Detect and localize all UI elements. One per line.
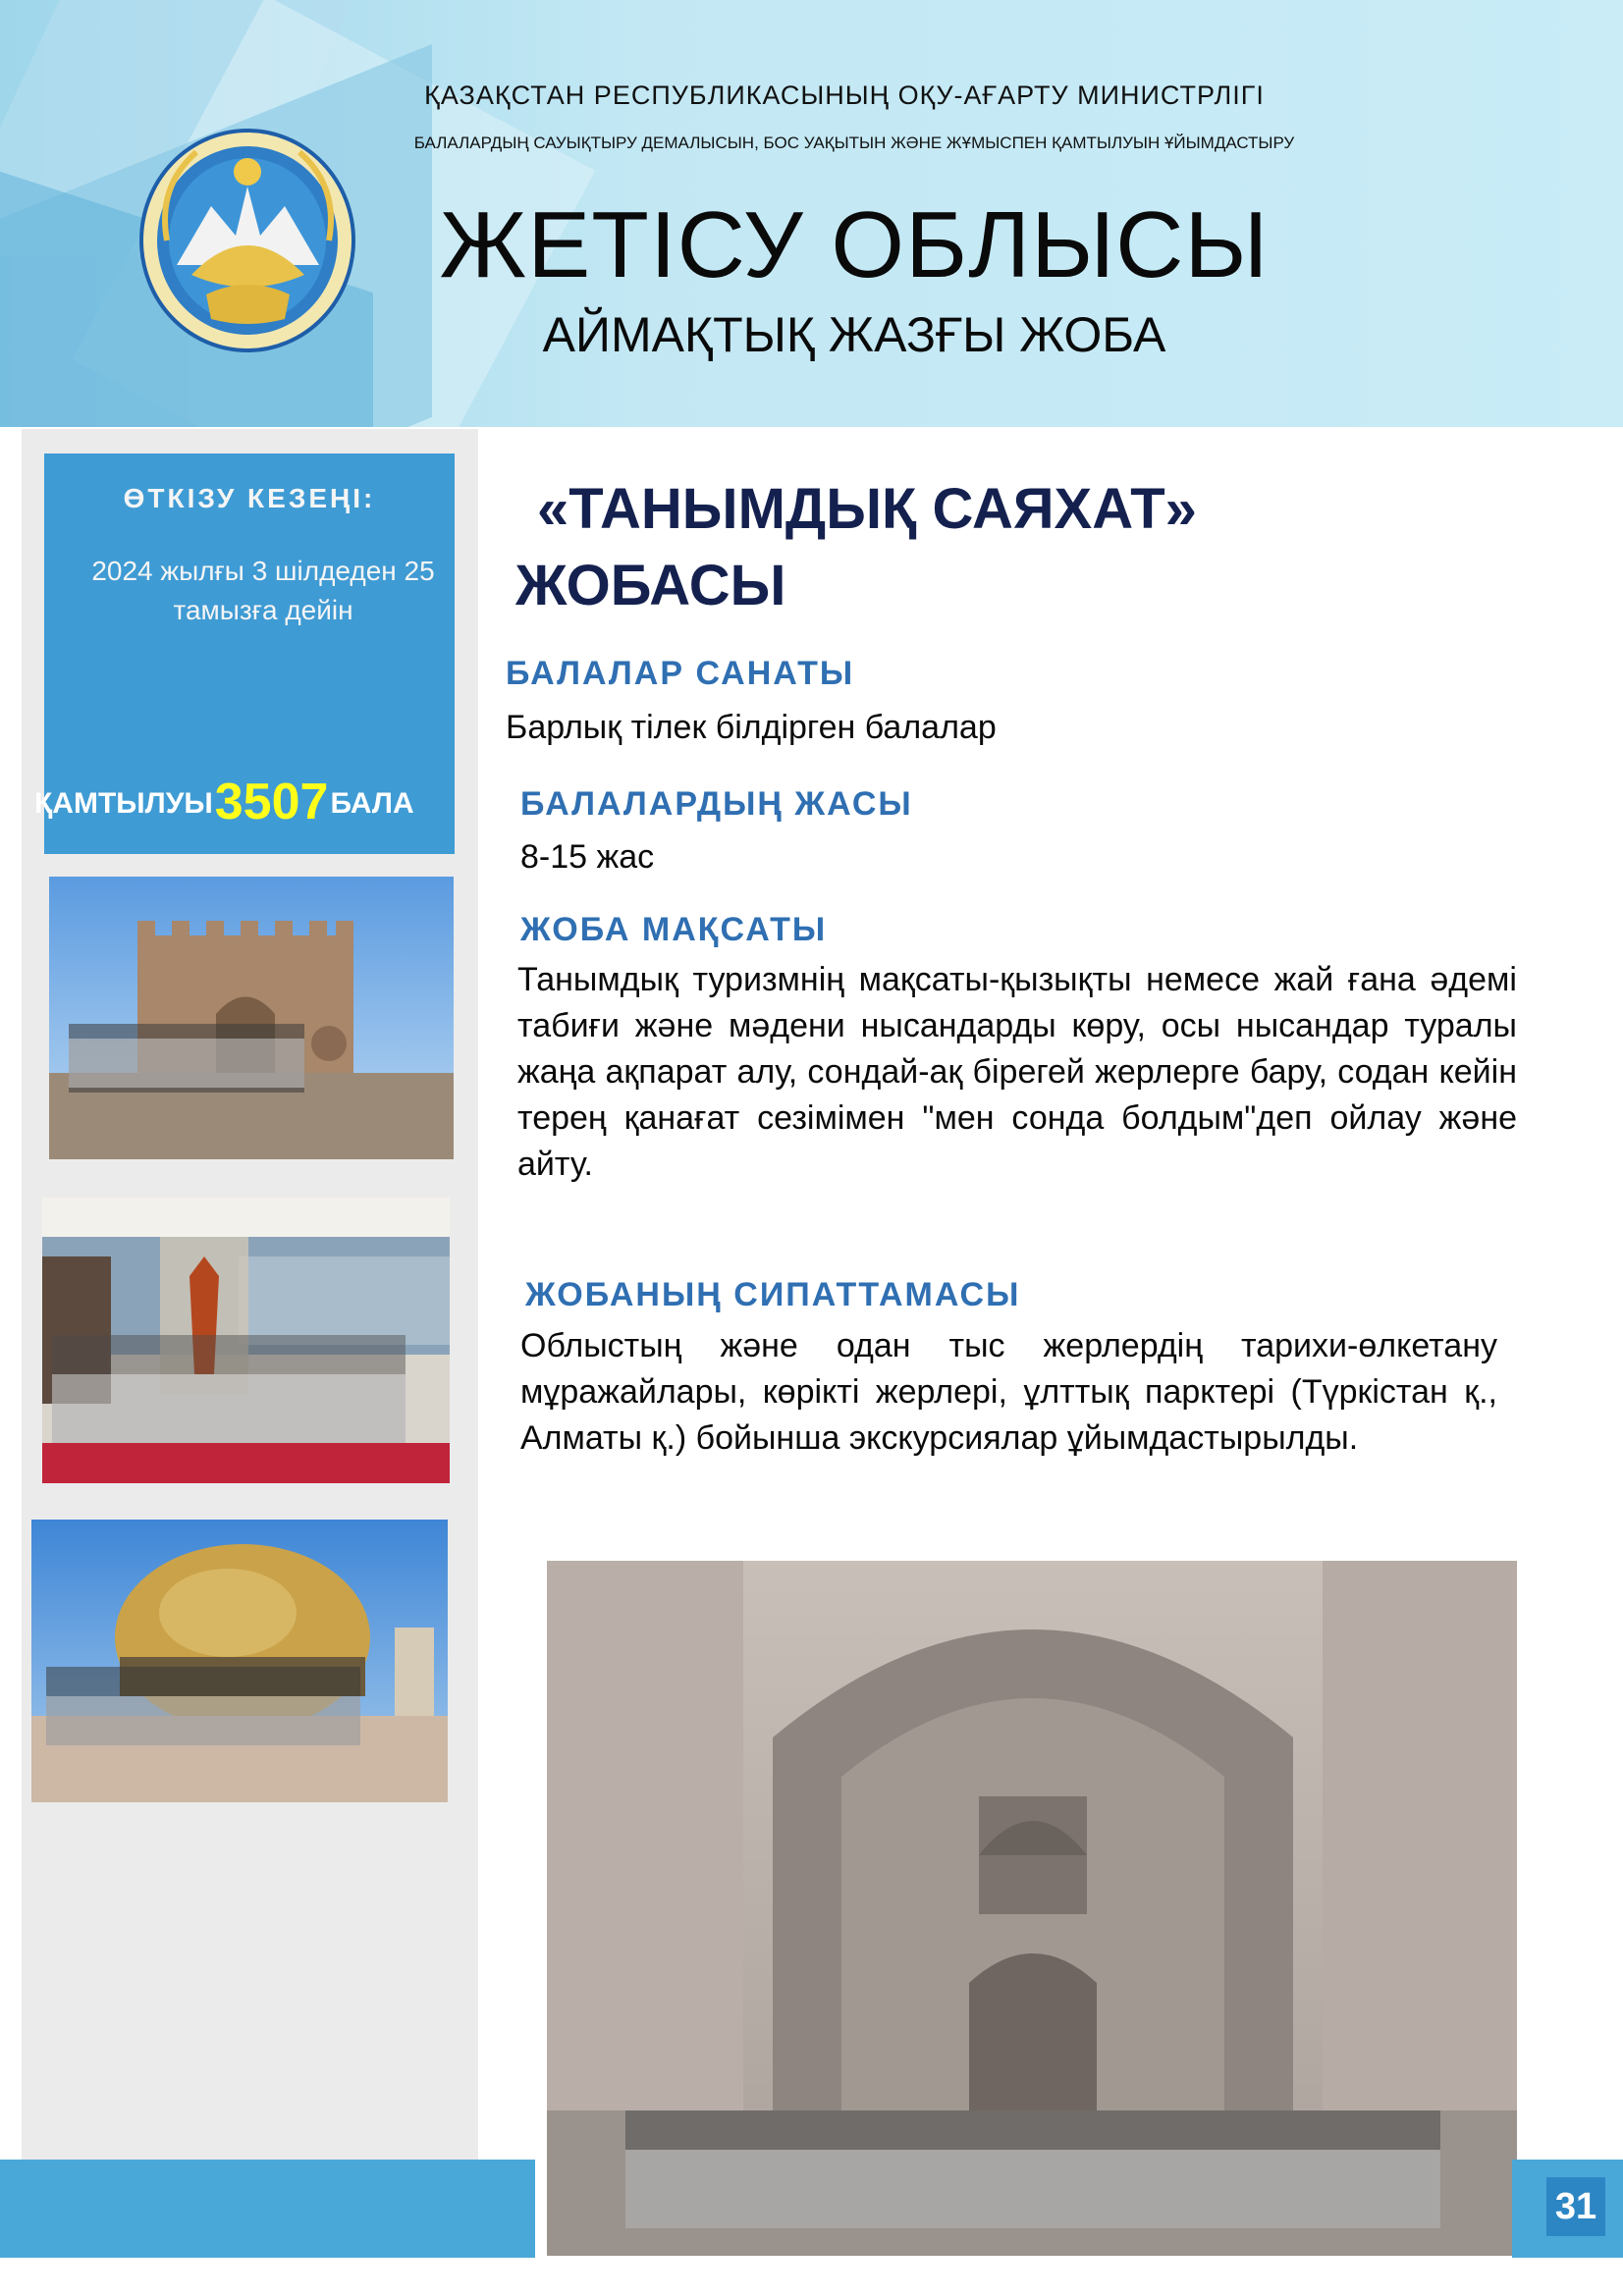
period-label: ӨТКІЗУ КЕЗЕҢІ: bbox=[123, 483, 376, 513]
organization-name: БАЛАЛАРДЫҢ САУЫҚТЫРУ ДЕМАЛЫСЫН, БОС УАҚЫТЫН ЖӘНЕ ЖҰМЫСПЕН ҚАМТЫЛУЫН ҰЙЫМДАСТЫРУ bbox=[413, 133, 1295, 152]
description-body: Облыстың және одан тыс жерлердің тарихи-өлкетану мұражайлары, көрікті жерлері, ұлттық парктері (Түркістан қ., Алматы қ.) бойынша экскурсиялар ұйымдастырылды. bbox=[520, 1327, 1497, 1457]
goal-heading: ЖОБА МАҚСАТЫ bbox=[520, 911, 828, 948]
coverage-line bbox=[34, 773, 466, 831]
footer-bar-left bbox=[0, 2160, 535, 2258]
age-body: 8-15 жас bbox=[520, 838, 655, 876]
category-heading: БАЛАЛАР САНАТЫ bbox=[506, 655, 855, 692]
period-line-1: 2024 жылғы 3 шілдеден 25 bbox=[91, 556, 435, 586]
category-body: Барлық тілек білдірген балалар bbox=[506, 709, 997, 746]
period-line-2: тамызға дейін bbox=[173, 595, 353, 625]
dome-group-photo bbox=[31, 1520, 448, 1802]
project-title-line-2: ЖОБАСЫ bbox=[515, 554, 786, 617]
age-heading: БАЛАЛАРДЫҢ ЖАСЫ bbox=[520, 785, 913, 823]
ministry-name: ҚАЗАҚСТАН РЕСПУБЛИКАСЫНЫҢ ОҚУ-АҒАРТУ МИНИСТРЛІГІ bbox=[424, 80, 1265, 110]
coverage-suffix: БАЛА bbox=[330, 787, 414, 820]
page-subtitle: АЙМАҚТЫҚ ЖАЗҒЫ ЖОБА bbox=[542, 307, 1166, 362]
museum-group-photo bbox=[42, 1198, 450, 1483]
mausoleum-group-photo bbox=[547, 1561, 1517, 2256]
page-number: 31 bbox=[1546, 2177, 1605, 2236]
fortress-group-photo bbox=[49, 877, 454, 1159]
project-title bbox=[515, 471, 1399, 624]
period-box bbox=[34, 454, 455, 854]
coverage-number: 3507 bbox=[214, 774, 329, 830]
coverage-prefix: ҚАМТЫЛУЫ bbox=[34, 787, 213, 820]
period-value bbox=[52, 552, 474, 630]
region-title: ЖЕТІСУ ОБЛЫСЫ bbox=[439, 192, 1270, 297]
description-heading: ЖОБАНЫҢ СИПАТТАМАСЫ bbox=[525, 1276, 1021, 1313]
project-title-line-1: «ТАНЫМДЫҚ САЯХАТ» bbox=[537, 477, 1197, 541]
goal-body: Танымдық туризмнің мақсаты-қызықты немесе жай ғана әдемі табиғи және мәдени нысандарды көру, осы нысандар туралы жаңа ақпарат алу, сондай-ақ бірегей жерлерге бару, содан кейін терең қанағат сезімімен "мен сонда болдым"деп ойлау және айту. bbox=[517, 961, 1517, 1183]
